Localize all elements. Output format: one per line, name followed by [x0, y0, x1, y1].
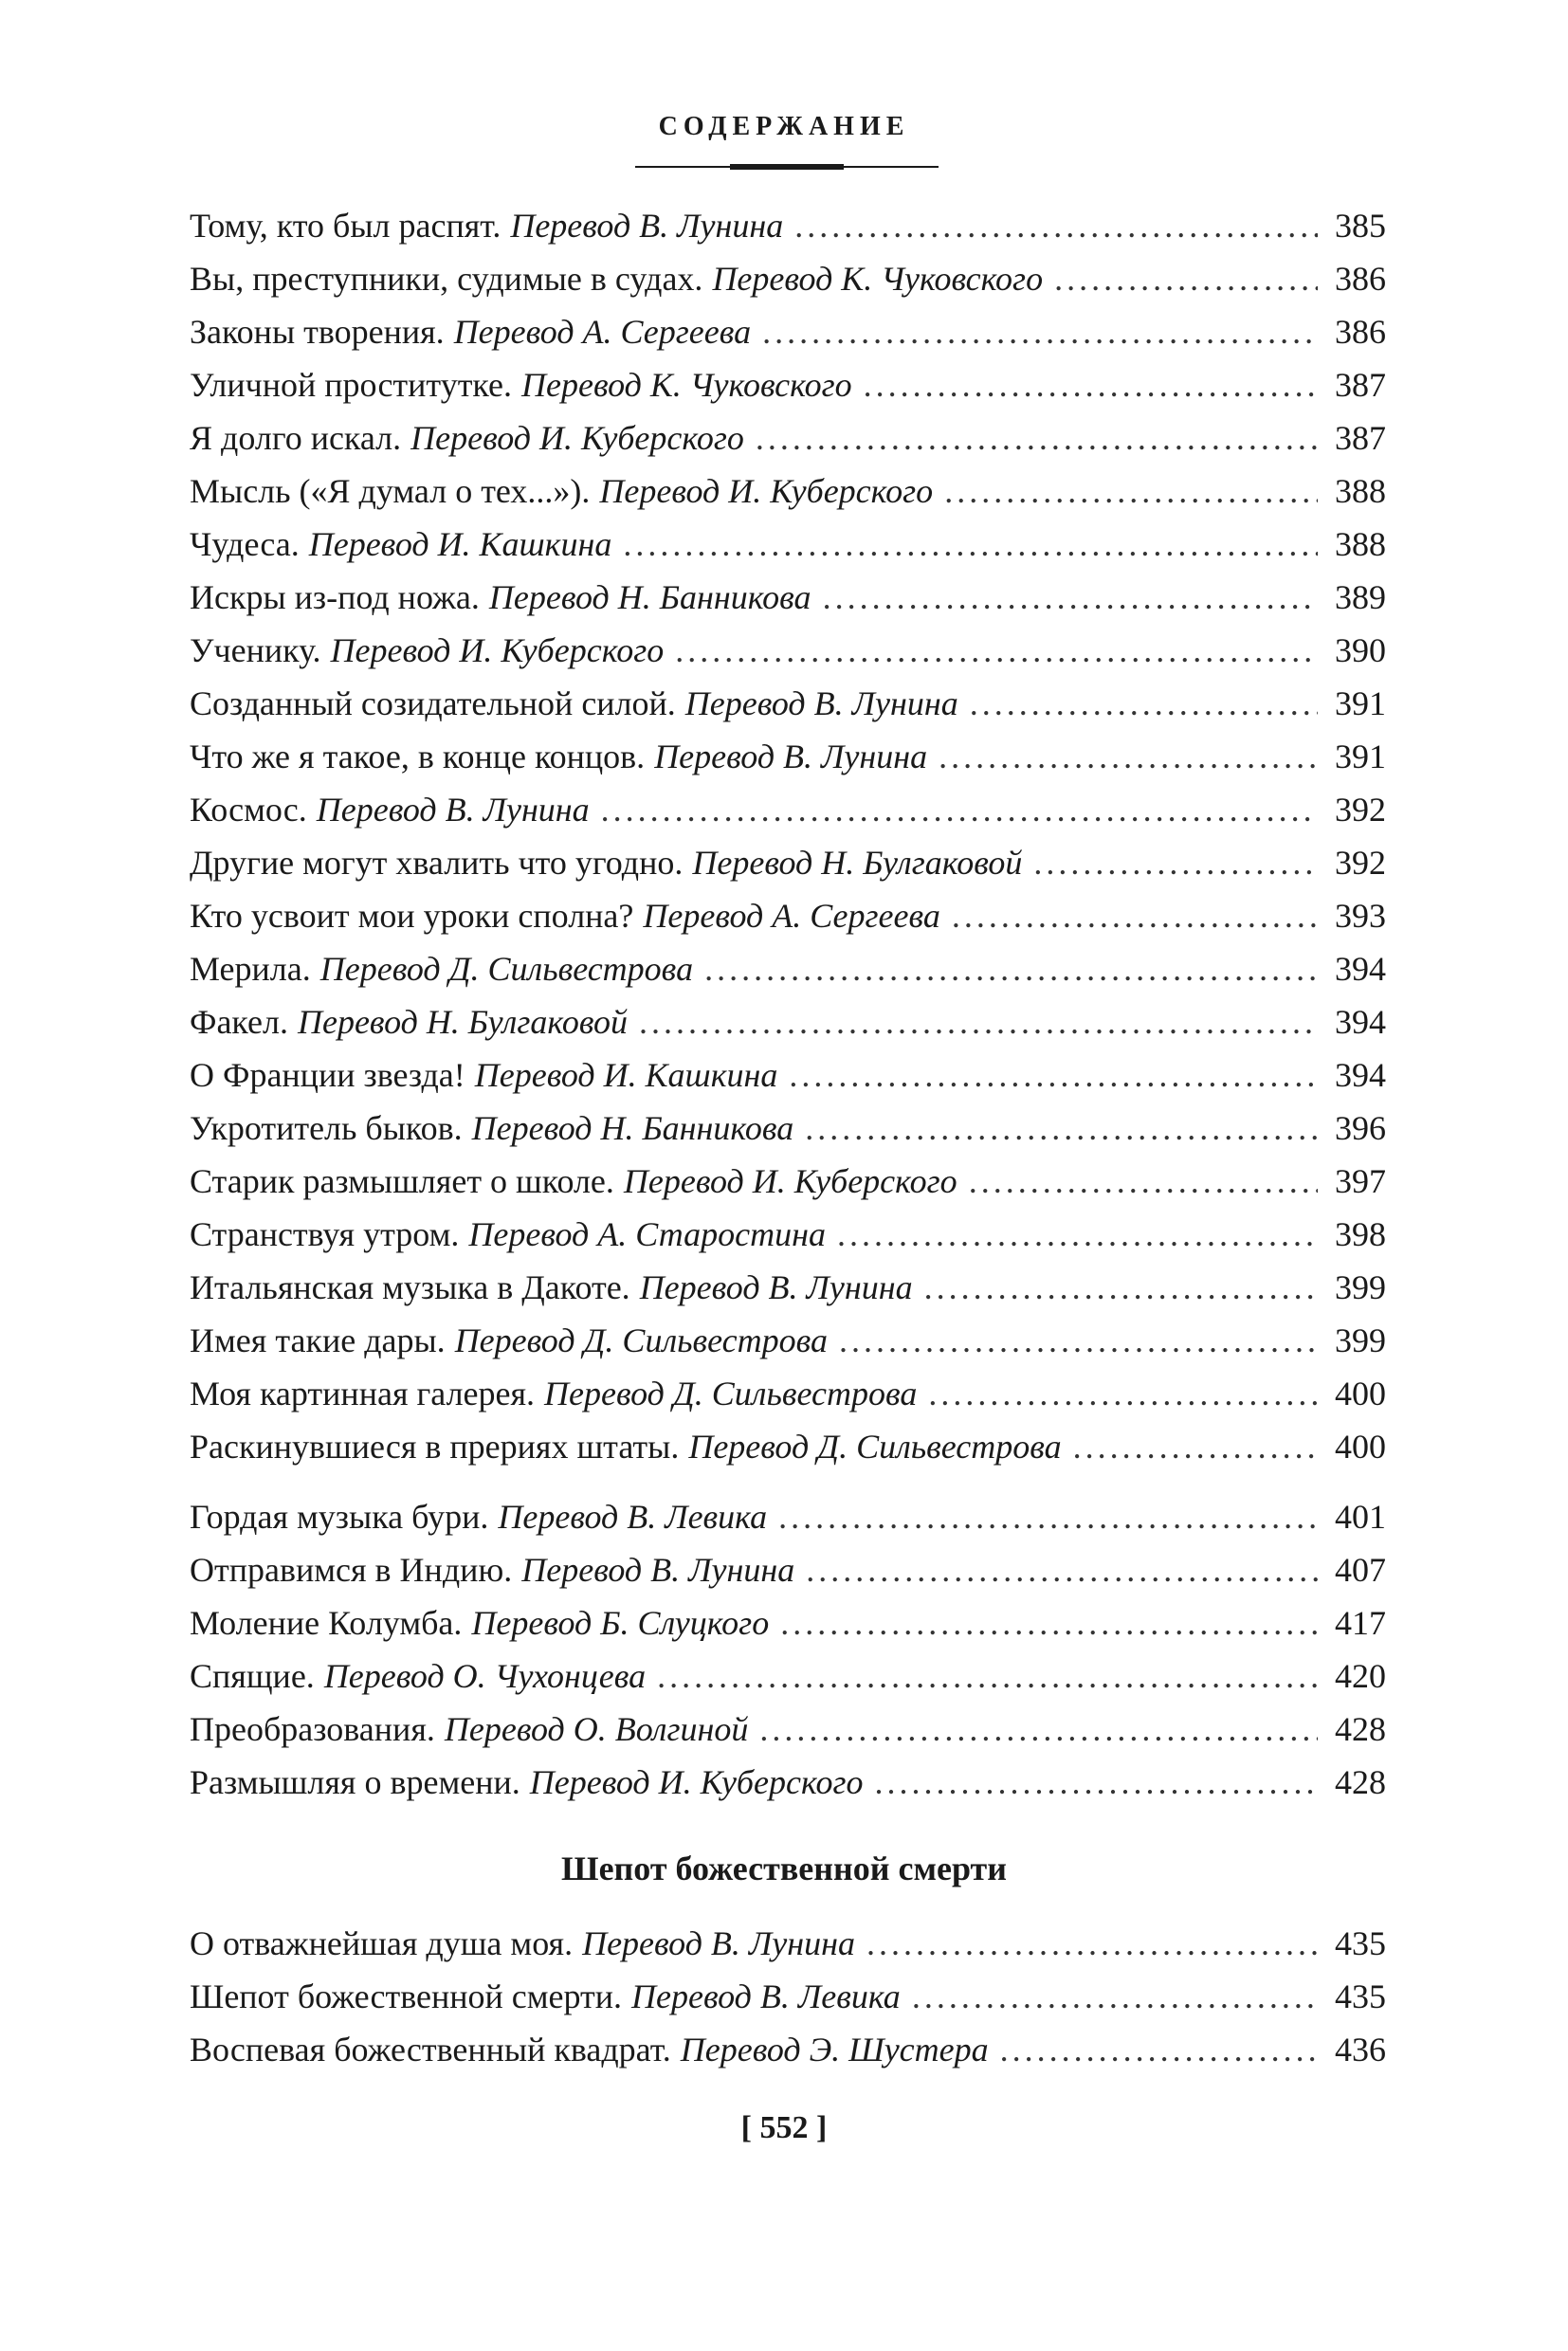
toc-leader-dots	[794, 199, 1318, 252]
toc-entry	[190, 889, 1386, 942]
toc-entry-page: 399	[1335, 1321, 1386, 1359]
toc-entry	[190, 783, 1386, 836]
rule-thick-bar	[730, 164, 844, 170]
toc-entry-page: 393	[1335, 897, 1386, 935]
toc-entry-translator: Перевод И. Куберского	[410, 419, 744, 457]
toc-leader-dots	[864, 358, 1318, 411]
toc-entry-translator: Перевод И. Кашкина	[308, 525, 612, 563]
toc-entry	[190, 730, 1386, 783]
toc-entry	[190, 836, 1386, 889]
toc-entry-title: Вы, преступники, судимые в судах.	[190, 260, 703, 298]
toc-entry-translator: Перевод Д. Сильвестрова	[319, 950, 694, 988]
toc-entry-translator: Перевод В. Лунина	[510, 207, 784, 245]
toc-entry-page: 435	[1335, 1977, 1386, 2015]
toc-entry-page: 391	[1335, 684, 1386, 722]
toc-entry-page: 401	[1335, 1498, 1386, 1536]
toc-leader-dots	[928, 1367, 1318, 1420]
toc-entry-translator: Перевод В. Лунина	[316, 791, 590, 829]
toc-entry-page: 386	[1335, 260, 1386, 298]
toc-entry	[190, 358, 1386, 411]
toc-entry-page: 386	[1335, 313, 1386, 351]
toc-leader-dots	[924, 1261, 1318, 1314]
toc-leader-dots	[756, 411, 1318, 465]
toc-entry-translator: Перевод И. Куберского	[599, 472, 934, 510]
toc-entry-page: 388	[1335, 525, 1386, 563]
toc-entry	[190, 1048, 1386, 1102]
toc-entry-translator: Перевод Н. Булгаковой	[297, 1003, 628, 1041]
toc-entry-title: Мерила.	[190, 950, 311, 988]
toc-entry	[190, 624, 1386, 677]
toc-entry-page: 392	[1335, 791, 1386, 829]
toc-leader-dots	[675, 624, 1318, 677]
toc-entry-translator: Перевод А. Сергеева	[453, 313, 752, 351]
toc-entry-title: Имея такие дары.	[190, 1321, 446, 1359]
toc-entry-title: Воспевая божественный квадрат.	[190, 2031, 671, 2069]
toc-entry-page: 387	[1335, 419, 1386, 457]
toc-entry-page: 436	[1335, 2031, 1386, 2069]
toc-entry-translator: Перевод Д. Сильвестрова	[454, 1321, 829, 1359]
toc-entry-page: 428	[1335, 1763, 1386, 1801]
toc-entry-title: Законы творения.	[190, 313, 445, 351]
toc-entry-translator: Перевод В. Левика	[631, 1977, 901, 2015]
toc-block-1	[190, 199, 1386, 1473]
toc-entry-title: Спящие.	[190, 1657, 315, 1695]
toc-entry-title: Что же я такое, в конце концов.	[190, 738, 646, 775]
toc-entry	[190, 518, 1386, 571]
toc-entry-title: Укротитель быков.	[190, 1109, 463, 1147]
toc-leader-dots	[759, 1703, 1318, 1756]
toc-entry-page: 385	[1335, 207, 1386, 245]
toc-entry-page: 428	[1335, 1710, 1386, 1748]
toc-entry	[190, 677, 1386, 730]
toc-entry-translator: Перевод Б. Слуцкого	[471, 1604, 770, 1642]
toc-leader-dots	[939, 730, 1318, 783]
toc-entry-title: О Франции звезда!	[190, 1056, 465, 1094]
toc-leader-dots	[1033, 836, 1318, 889]
section-heading: Шепот божественной смерти	[561, 1850, 1007, 1887]
toc-entry	[190, 1970, 1386, 2023]
toc-entry-page: 435	[1335, 1924, 1386, 1962]
toc-leader-dots	[601, 783, 1318, 836]
toc-entry-translator: Перевод И. Кашкина	[474, 1056, 778, 1094]
toc-entry	[190, 411, 1386, 465]
toc-entry-translator: Перевод И. Куберского	[623, 1162, 957, 1200]
toc-entry	[190, 1917, 1386, 1970]
toc-leader-dots	[839, 1314, 1318, 1367]
toc-leader-dots	[623, 518, 1318, 571]
toc-block-2	[190, 1490, 1386, 1809]
toc-entry-translator: Перевод Д. Сильвестрова	[688, 1428, 1062, 1466]
toc-entry	[190, 1261, 1386, 1314]
toc-leader-dots	[806, 1543, 1318, 1596]
toc-leader-dots	[639, 995, 1318, 1048]
toc-entry-translator: Перевод В. Лунина	[684, 684, 958, 722]
toc-leader-dots	[780, 1596, 1318, 1649]
toc-entry-title: Итальянская музыка в Дакоте.	[190, 1268, 630, 1306]
toc-entry-translator: Перевод К. Чуковского	[521, 366, 852, 404]
toc-entry-translator: Перевод А. Старостина	[468, 1215, 827, 1253]
toc-entry-title: Моление Колумба.	[190, 1604, 463, 1642]
toc-leader-dots	[1054, 252, 1318, 305]
toc-entry	[190, 1155, 1386, 1208]
toc-entry-page: 399	[1335, 1268, 1386, 1306]
toc-leader-dots	[944, 465, 1318, 518]
toc-entry-translator: Перевод Н. Булгаковой	[692, 844, 1023, 882]
toc-entry-title: Странствуя утром.	[190, 1215, 460, 1253]
toc-entry	[190, 305, 1386, 358]
toc-entry-title: Шепот божественной смерти.	[190, 1977, 623, 2015]
toc-entry	[190, 942, 1386, 995]
toc-entry-page: 394	[1335, 1056, 1386, 1094]
toc-entry-page: 394	[1335, 1003, 1386, 1041]
toc-entry-page: 407	[1335, 1551, 1386, 1589]
toc-leader-dots	[912, 1970, 1318, 2023]
toc-entry-page: 420	[1335, 1657, 1386, 1695]
page-number: [ 552 ]	[740, 2110, 828, 2145]
toc-entry-page: 390	[1335, 631, 1386, 669]
toc-entry-translator: Перевод В. Левика	[498, 1498, 768, 1536]
toc-entry-title: О отважнейшая душа моя.	[190, 1924, 574, 1962]
toc-entry	[190, 1102, 1386, 1155]
toc-leader-dots	[789, 1048, 1318, 1102]
toc-entry-translator: Перевод О. Чухонцева	[323, 1657, 647, 1695]
toc-leader-dots	[952, 889, 1318, 942]
toc-entry-title: Преобразования.	[190, 1710, 435, 1748]
toc-entry	[190, 1420, 1386, 1473]
toc-leader-dots	[1000, 2023, 1318, 2076]
toc-entry-title: Моя картинная галерея.	[190, 1375, 536, 1412]
toc-leader-dots	[704, 942, 1318, 995]
toc-entry	[190, 1543, 1386, 1596]
toc-entry-title: Гордая музыка бури.	[190, 1498, 489, 1536]
toc-entry-translator: Перевод Э. Шустера	[680, 2031, 989, 2069]
toc-leader-dots	[762, 305, 1318, 358]
toc-leader-dots	[778, 1490, 1318, 1543]
toc-entry-page: 417	[1335, 1604, 1386, 1642]
toc-entry-page: 391	[1335, 738, 1386, 775]
toc-entry-title: Раскинувшиеся в прериях штаты.	[190, 1428, 680, 1466]
toc-entry	[190, 1490, 1386, 1543]
toc-entry-page: 396	[1335, 1109, 1386, 1147]
toc-leader-dots	[969, 1155, 1318, 1208]
toc-entry-translator: Перевод К. Чуковского	[712, 260, 1044, 298]
toc-leader-dots	[1073, 1420, 1318, 1473]
toc-entry-title: Другие могут хвалить что угодно.	[190, 844, 684, 882]
toc-entry-translator: Перевод Н. Банникова	[488, 578, 811, 616]
toc-entry-title: Мысль («Я думал о тех...»).	[190, 472, 591, 510]
running-head: СОДЕРЖАНИЕ	[658, 112, 910, 141]
toc-entry	[190, 2023, 1386, 2076]
toc-entry-page: 400	[1335, 1428, 1386, 1466]
toc-entry	[190, 465, 1386, 518]
toc-entry	[190, 199, 1386, 252]
toc-entry	[190, 1756, 1386, 1809]
toc-entry-page: 398	[1335, 1215, 1386, 1253]
toc-entry-page: 392	[1335, 844, 1386, 882]
toc-leader-dots	[805, 1102, 1318, 1155]
toc-entry-title: Отправимся в Индию.	[190, 1551, 513, 1589]
toc-entry-title: Созданный созидательной силой.	[190, 684, 676, 722]
toc-entry-title: Ученику.	[190, 631, 321, 669]
toc-entry	[190, 1314, 1386, 1367]
toc-leader-dots	[837, 1208, 1318, 1261]
toc-entry-page: 400	[1335, 1375, 1386, 1412]
toc-entry-title: Уличной проститутке.	[190, 366, 512, 404]
toc-entry	[190, 1208, 1386, 1261]
toc-entry-title: Я долго искал.	[190, 419, 402, 457]
toc-entry-translator: Перевод А. Сергеева	[643, 897, 940, 935]
toc-entry	[190, 995, 1386, 1048]
toc-entry	[190, 1703, 1386, 1756]
toc-entry-page: 397	[1335, 1162, 1386, 1200]
toc-entry-page: 389	[1335, 578, 1386, 616]
toc-entry	[190, 1367, 1386, 1420]
toc-entry	[190, 252, 1386, 305]
toc-entry-title: Чудеса.	[190, 525, 300, 563]
toc-entry	[190, 1596, 1386, 1649]
toc-entry-translator: Перевод И. Куберского	[330, 631, 665, 669]
toc-entry-page: 388	[1335, 472, 1386, 510]
toc-entry-translator: Перевод И. Куберского	[529, 1763, 864, 1801]
toc-leader-dots	[875, 1756, 1318, 1809]
toc-entry-title: Космос.	[190, 791, 307, 829]
toc-entry-title: Кто усвоит мои уроки сполна?	[190, 897, 634, 935]
toc-entry-translator: Перевод О. Волгиной	[444, 1710, 749, 1748]
toc-entry-page: 394	[1335, 950, 1386, 988]
toc-entry-title: Факел.	[190, 1003, 288, 1041]
toc-entry-title: Тому, кто был распят.	[190, 207, 501, 245]
toc-entry-translator: Перевод В. Лунина	[521, 1551, 795, 1589]
toc-entry-translator: Перевод Н. Банникова	[471, 1109, 794, 1147]
toc-entry-title: Размышляя о времени.	[190, 1763, 520, 1801]
toc-entry-translator: Перевод В. Лунина	[639, 1268, 913, 1306]
toc-leader-dots	[866, 1917, 1318, 1970]
toc-leader-dots	[823, 571, 1318, 624]
running-head-rule	[635, 161, 939, 173]
toc-leader-dots	[970, 677, 1318, 730]
toc-entry-translator: Перевод В. Лунина	[582, 1924, 855, 1962]
toc-entry-translator: Перевод Д. Сильвестрова	[544, 1375, 918, 1412]
toc-leader-dots	[657, 1649, 1318, 1703]
toc-entry-title: Старик размышляет о школе.	[190, 1162, 614, 1200]
toc-block-3	[190, 1917, 1386, 2076]
toc-entry-translator: Перевод В. Лунина	[654, 738, 928, 775]
toc-entry	[190, 1649, 1386, 1703]
toc-entry-title: Искры из-под ножа.	[190, 578, 480, 616]
toc-entry	[190, 571, 1386, 624]
toc-entry-page: 387	[1335, 366, 1386, 404]
